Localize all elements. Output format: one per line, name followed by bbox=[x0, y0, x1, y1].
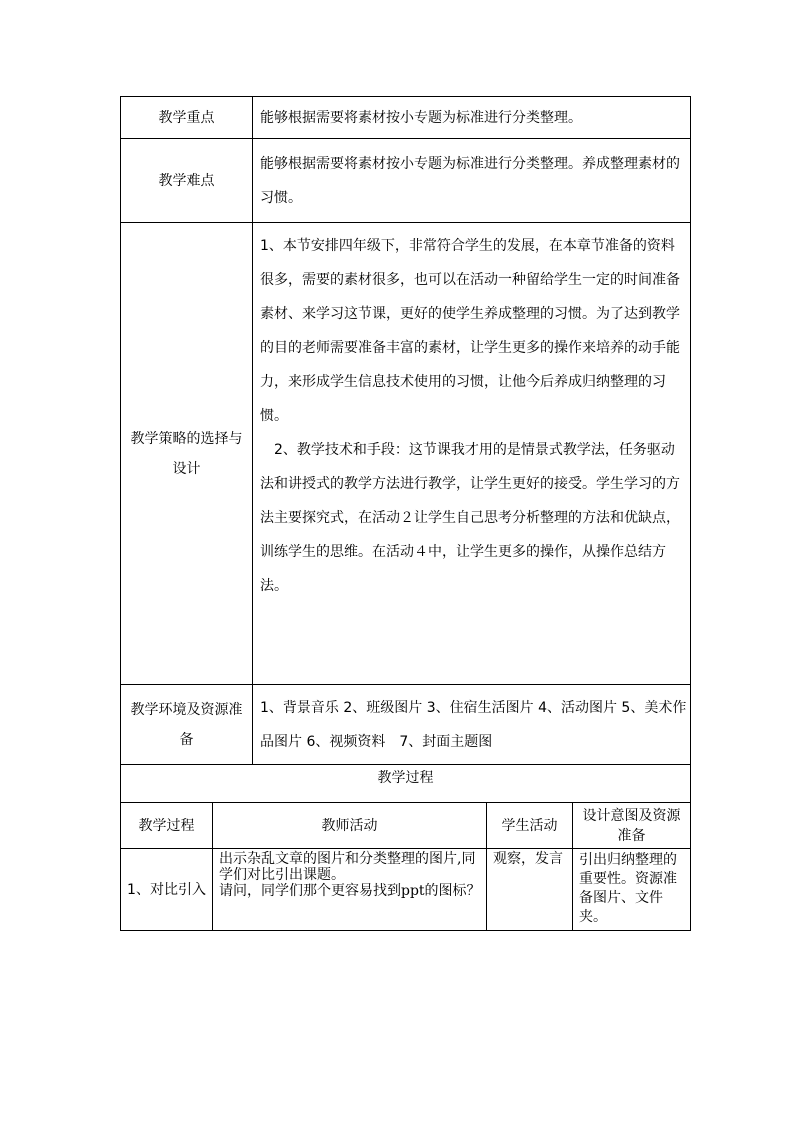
key-point-content: 能够根据需要将素材按小专题为标准进行分类整理。 bbox=[253, 97, 691, 139]
teacher-activity-line-2: 请问，同学们那个更容易找到ppt的图标？ bbox=[219, 883, 481, 899]
strategy-paragraph-1: 1、本节安排四年级下，非常符合学生的发展，在本章节准备的资料很多，需要的素材很多，也可以在活动一种留给学生一定的时间准备素材、来学习这节课，更好的使学生养成整理的习惯。为了达到教学的目的老师需要准备丰富的素材，让学生更多的操作来培养的动手能力，来形成学生信息技术使用的习惯，让他今后养成归纳整理的习惯。 bbox=[260, 238, 680, 424]
resources-content: 1、背景音乐 2、班级图片 3、住宿生活图片 4、活动图片 5、美术作品图片 6、视频资料 7、封面主题图 bbox=[253, 685, 691, 765]
resources-label: 教学环境及资源准备 bbox=[121, 685, 253, 765]
process-header-row bbox=[121, 803, 691, 849]
design-intent-cell: 引出归纳整理的重要性。资源准备图片、文件夹。 bbox=[573, 849, 691, 931]
table-row bbox=[121, 849, 691, 931]
table-row bbox=[121, 223, 691, 685]
strategy-content bbox=[253, 223, 691, 685]
teacher-activity-line-1: 出示杂乱文章的图片和分类整理的图片,同学们对比引出课题。 bbox=[219, 851, 476, 883]
table-row bbox=[121, 139, 691, 223]
process-title: 教学过程 bbox=[121, 765, 691, 803]
difficulty-label: 教学难点 bbox=[121, 139, 253, 223]
header-design: 设计意图及资源准备 bbox=[573, 803, 691, 849]
process-table bbox=[120, 764, 691, 931]
table-row bbox=[121, 97, 691, 139]
table-row bbox=[121, 685, 691, 765]
strategy-paragraph-2: 2、教学技术和手段：这节课我才用的是情景式教学法，任务驱动法和讲授式的教学方法进行教学，让学生更好的接受。学生学习的方法主要探究式，在活动２让学生自己思考分析整理的方法和优缺点，训练学生的思维。在活动４中，让学生更多的操作，从操作总结方法。 bbox=[260, 442, 680, 594]
key-point-label: 教学重点 bbox=[121, 97, 253, 139]
difficulty-content: 能够根据需要将素材按小专题为标准进行分类整理。养成整理素材的习惯。 bbox=[253, 139, 691, 223]
header-student: 学生活动 bbox=[487, 803, 573, 849]
strategy-label: 教学策略的选择与设计 bbox=[121, 223, 253, 685]
teacher-activity-cell bbox=[213, 849, 487, 931]
header-stage: 教学过程 bbox=[121, 803, 213, 849]
lesson-info-table bbox=[120, 96, 691, 765]
student-activity-cell: 观察，发言 bbox=[487, 849, 573, 931]
header-teacher: 教师活动 bbox=[213, 803, 487, 849]
stage-cell: 1、对比引入 bbox=[121, 849, 213, 931]
process-title-row bbox=[121, 765, 691, 803]
